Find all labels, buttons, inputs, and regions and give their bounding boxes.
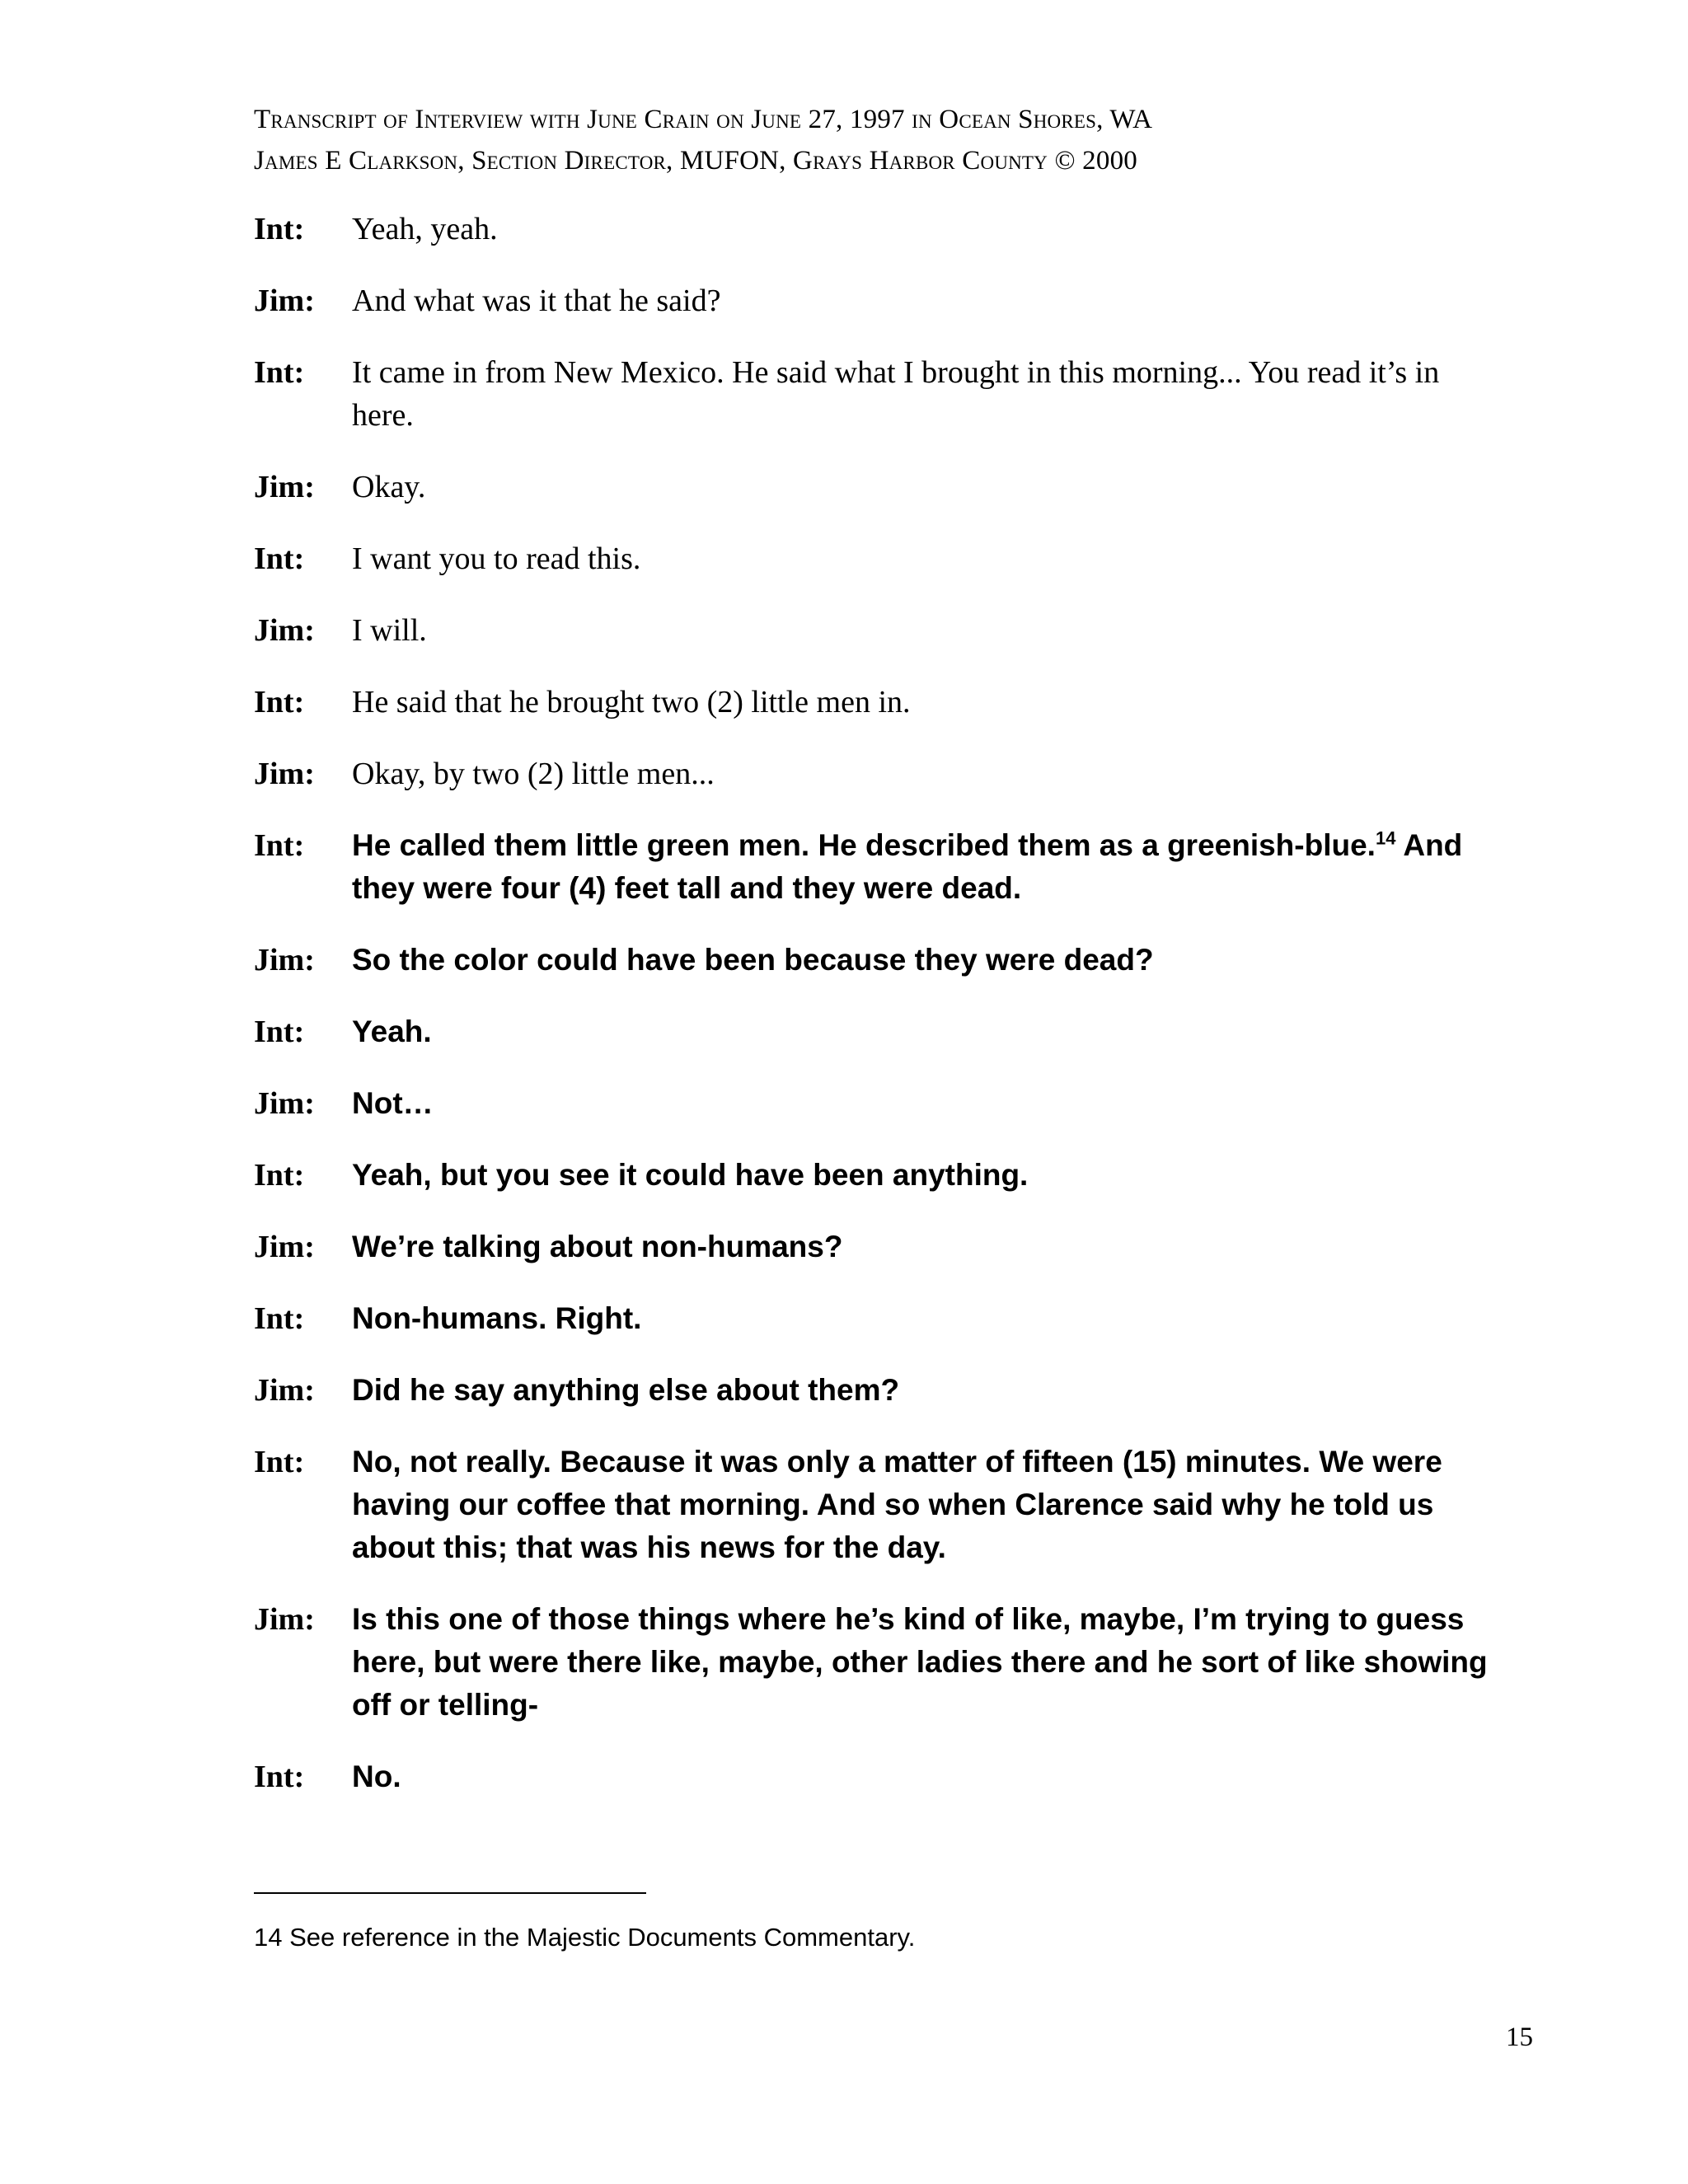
- speaker-label: Int:: [254, 1760, 305, 1794]
- speaker-label: Int:: [254, 1445, 305, 1479]
- transcript-entry: [254, 208, 1507, 251]
- footnote-divider: [254, 1892, 646, 1894]
- transcript-entry: [254, 939, 1507, 982]
- entry-text: Okay, by two (2) little men...: [352, 757, 715, 791]
- entry-text: Okay.: [352, 470, 426, 504]
- speaker-label: Int:: [254, 685, 305, 719]
- page-number: 15: [1506, 2022, 1533, 2052]
- footnote-reference[interactable]: 14: [1375, 827, 1396, 849]
- transcript-body: [254, 208, 1507, 1827]
- entry-text: No.: [352, 1760, 401, 1793]
- entry-text-part: And they were four (4) feet tall and they were dead.: [352, 828, 1463, 905]
- transcript-entry: [254, 1369, 1507, 1412]
- speaker-label: Jim:: [254, 470, 315, 504]
- speaker-label: Int:: [254, 541, 305, 576]
- transcript-entry: [254, 681, 1507, 724]
- transcript-entry: [254, 1010, 1507, 1053]
- transcript-entry: [254, 1598, 1507, 1727]
- entry-text: Yeah, yeah.: [352, 212, 498, 246]
- entry-text: Not…: [352, 1086, 434, 1120]
- entry-text: I will.: [352, 613, 427, 648]
- entry-text: Did he say anything else about them?: [352, 1373, 900, 1407]
- entry-text: Yeah, but you see it could have been anything.: [352, 1158, 1029, 1192]
- speaker-label: Int:: [254, 212, 305, 246]
- speaker-label: Jim:: [254, 284, 315, 318]
- transcript-entry: [254, 1297, 1507, 1340]
- footnote-text: 14 See reference in the Majestic Documents Commentary.: [254, 1923, 916, 1952]
- transcript-entry: [254, 1755, 1507, 1798]
- speaker-label: Int:: [254, 1158, 305, 1193]
- entry-text: So the color could have been because they were dead?: [352, 943, 1154, 977]
- transcript-entry: [254, 752, 1507, 795]
- entry-text: I want you to read this.: [352, 541, 641, 576]
- page-header: [254, 99, 1523, 181]
- transcript-entry: [254, 1082, 1507, 1125]
- transcript-entry: [254, 1154, 1507, 1197]
- entry-text: [352, 824, 1507, 910]
- entry-text: Is this one of those things where he’s kind of like, maybe, I’m trying to guess here, but were there like, maybe, other ladies there and he sort of like showing off or telling-: [352, 1602, 1488, 1722]
- speaker-label: Jim:: [254, 1230, 315, 1264]
- transcript-entry: [254, 279, 1507, 322]
- speaker-label: Jim:: [254, 757, 315, 791]
- transcript-entry: [254, 1226, 1507, 1268]
- entry-text-part: He called them little green men. He described them as a greenish-blue.: [352, 828, 1376, 862]
- speaker-label: Jim:: [254, 613, 315, 648]
- speaker-label: Int:: [254, 355, 305, 390]
- speaker-label: Jim:: [254, 1086, 315, 1121]
- speaker-label: Jim:: [254, 1373, 315, 1408]
- speaker-label: Int:: [254, 828, 305, 863]
- entry-text: And what was it that he said?: [352, 284, 721, 318]
- transcript-entry: [254, 351, 1507, 437]
- entry-text: Yeah.: [352, 1015, 432, 1048]
- transcript-entry: [254, 466, 1507, 509]
- transcript-entry: [254, 824, 1507, 910]
- speaker-label: Int:: [254, 1301, 305, 1336]
- speaker-label: Int:: [254, 1015, 305, 1049]
- transcript-entry: [254, 1441, 1507, 1569]
- transcript-entry: [254, 537, 1507, 580]
- speaker-label: Jim:: [254, 1602, 315, 1637]
- header-line-2: James E Clarkson, Section Director, MUFON, Grays Harbor County © 2000: [254, 146, 1137, 176]
- entry-text: We’re talking about non-humans?: [352, 1230, 843, 1263]
- header-line-1: Transcript of Interview with June Crain on June 27, 1997 in Ocean Shores, WA: [254, 105, 1153, 134]
- transcript-entry: [254, 609, 1507, 652]
- speaker-label: Jim:: [254, 943, 315, 977]
- entry-text: Non-humans. Right.: [352, 1301, 642, 1335]
- entry-text: No, not really. Because it was only a matter of fifteen (15) minutes. We were having our coffee that morning. And so when Clarence said why he told us about this; that was his news for the day.: [352, 1445, 1442, 1564]
- entry-text: It came in from New Mexico. He said what I brought in this morning... You read it’s in here.: [352, 355, 1440, 433]
- entry-text: He said that he brought two (2) little men in.: [352, 685, 911, 719]
